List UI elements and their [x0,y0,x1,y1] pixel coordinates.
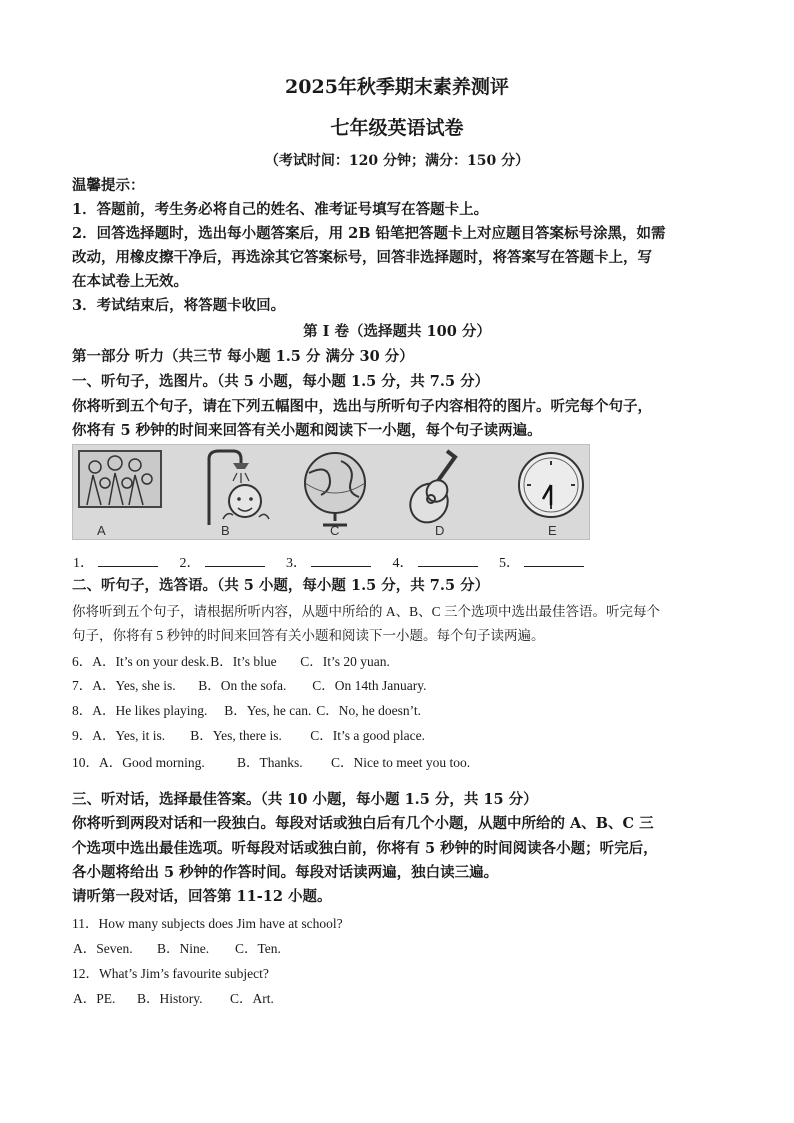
section-2-heading: 二、听句子，选答语。（共 5 小题，每小题 1.5 分，共 7.5 分） [72,577,490,594]
question-11-options [73,937,720,957]
option-b: B．Yes, there is. [190,728,282,743]
option-a: A．Yes, she is. [92,678,176,693]
tip-2-line-3: 在本试卷上无效。 [72,273,188,290]
blank-label-1: 1． [73,556,94,571]
option-b: B．Nine. [157,941,210,956]
option-b: B．Yes, he can. [224,703,312,718]
option-c: C．It’s 20 yuan. [300,654,390,669]
shower-icon [181,445,281,539]
section-3-instruction-1: 你将听到两段对话和一段独白。每段对话或独白后有几个小题，从题中所给的 A、B、C 三 [72,815,654,832]
option-b: B．History. [137,991,203,1006]
question-12-options [73,987,720,1007]
section-3-heading: 三、听对话，选择最佳答案。（共 10 小题，每小题 1.5 分，共 15 分） [72,791,538,808]
option-c: C．It’s a good place. [310,728,425,743]
option-a: A．Yes, it is. [92,728,166,743]
tip-2-line-2: 改动，用橡皮擦干净后，再选涂其它答案标号，回答非选择题时，将答案写在答题卡上，写 [72,249,652,266]
globe-icon [285,445,385,539]
tips-heading: 温馨提示： [72,177,145,194]
section-1-heading: 一、听句子，选图片。（共 5 小题，每小题 1.5 分，共 7.5 分） [72,373,490,390]
question-8 [72,699,720,719]
picture-label-d: D [435,523,445,538]
part-1-heading: 第一部分 听力（共三节 每小题 1.5 分 满分 30 分） [72,348,414,365]
option-a: A．Seven. [73,941,133,956]
answer-blank-3[interactable] [311,554,371,567]
question-number: 8． [72,703,93,718]
option-c: C．Ten. [235,941,281,956]
blank-label-3: 3． [286,556,307,571]
answer-blank-2[interactable] [205,554,265,567]
option-a: A．He likes playing. [92,703,208,718]
answer-blank-1[interactable] [98,554,158,567]
question-number: 6． [72,654,93,669]
question-6 [72,650,720,670]
exam-info: （考试时间：120 分钟；满分：150 分） [264,153,530,169]
section-3-instruction-2: 个选项中选出最佳选项。听每段对话或独白前，你将有 5 秒钟的时间阅读各小题；听完后， [72,840,658,857]
picture-strip [72,444,590,540]
option-c: C．Art. [230,991,274,1006]
volume-1-heading: 第 I 卷（选择题共 100 分） [303,323,491,340]
blank-label-5: 5． [499,556,520,571]
guitar-icon [389,445,489,539]
tip-3: 3．考试结束后，将答题卡收回。 [72,297,286,314]
section-1-instruction-2: 你将有 5 秒钟的时间来回答有关小题和阅读下一小题，每个句子读两遍。 [72,422,542,439]
picture-label-c: C [330,523,340,538]
section-2-instruction-1: 你将听到五个句子，请根据所听内容，从题中所给的 A、B、C 三个选项中选出最佳答语。听完每个 [72,604,661,619]
dialog-1-intro: 请听第一段对话，回答第 11-12 小题。 [72,888,332,905]
section-1-instruction-1: 你将听到五个句子，请在下列五幅图中，选出与所听句子内容相符的图片。听完每个句子， [72,398,652,415]
option-b: B．It’s blue [210,654,277,669]
question-12: 12．What’s Jim’s favourite subject? [72,966,269,981]
section-3-instruction-3: 各小题将给出 5 秒钟的作答时间。每段对话读两遍，独白读三遍。 [72,864,499,881]
question-9 [72,724,720,744]
exam-title: 2025年秋季期末素养测评 [285,76,509,98]
option-a: A．PE. [73,991,116,1006]
option-a: A．It’s on your desk. [92,654,210,669]
answer-blank-4[interactable] [418,554,478,567]
section-1-answer-blanks [73,552,720,572]
option-c: C．No, he doesn’t. [316,703,421,718]
blank-label-4: 4． [392,556,414,571]
picture-label-a: A [97,523,106,538]
question-number: 7． [72,678,93,693]
option-b: B．On the sofa. [198,678,287,693]
question-number: 9． [72,728,93,743]
question-number: 10． [72,755,99,770]
question-10 [72,751,720,771]
question-11: 11．How many subjects does Jim have at school? [72,916,343,931]
question-7 [72,674,720,694]
answer-blank-5[interactable] [524,554,584,567]
option-c: C．Nice to meet you too. [331,755,471,770]
section-2-instruction-2: 句子，你将有 5 秒钟的时间来回答有关小题和阅读下一小题。每个句子读两遍。 [72,628,545,643]
tip-1: 1．答题前，考生务必将自己的姓名、准考证号填写在答题卡上。 [72,201,489,218]
clock-icon [493,445,590,539]
tip-2-line-1: 2．回答选择题时，选出每小题答案后，用 2B 铅笔把答题卡上对应题目答案标号涂黑，如需 [72,225,666,242]
exam-subtitle: 七年级英语试卷 [330,117,464,139]
option-c: C．On 14th January. [312,678,427,693]
picture-label-e: E [548,523,557,538]
picture-label-b: B [221,523,230,538]
option-a: A．Good morning. [99,755,205,770]
option-b: B．Thanks. [237,755,303,770]
blank-label-2: 2． [179,556,201,571]
family-photo-icon [75,445,175,539]
